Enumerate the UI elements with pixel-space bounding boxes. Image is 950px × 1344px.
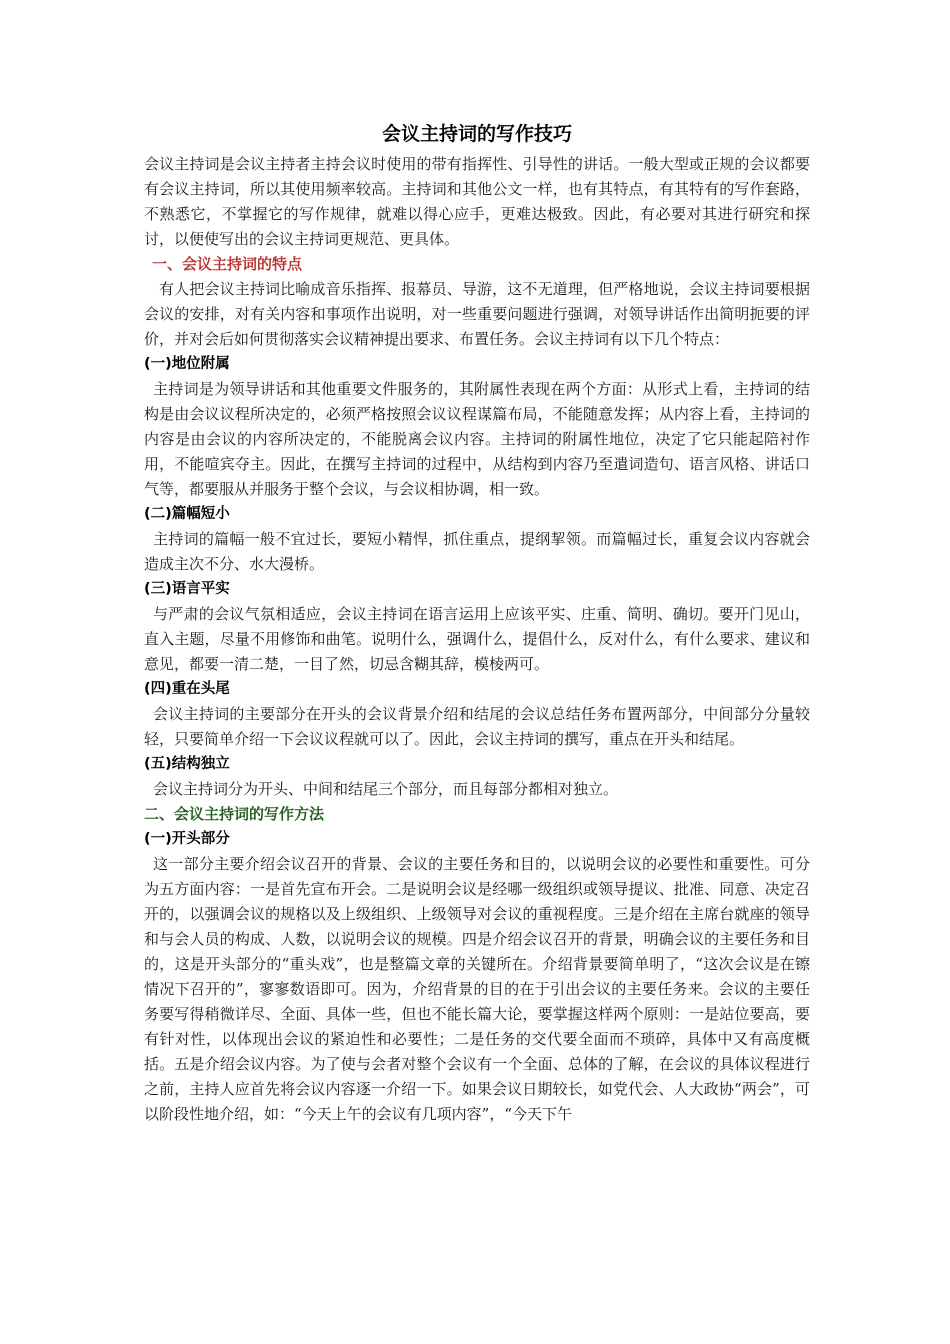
document-title: 会议主持词的写作技巧 <box>381 123 572 145</box>
body-paragraph: 主持词是为领导讲话和其他重要文件服务的，其附属性表现在两个方面：从形式上看，主持词的结构是由会议议程所决定的，必须严格按照会议议程谋篇布局，不能随意发挥；从内容上看，主持词的内容是由会议的内容所决定的，不能脱离会议内容。主持词的附属性地位，决定了它只能起陪衬作用，不能喧宾夺主。因此，在撰写主持词的过程中，从结构到内容乃至遣词造句、语言风格、讲话口气等，都要服从并服务于整个会议，与会议相协调，相一致。 <box>144 380 810 498</box>
body-paragraph: 这一部分主要介绍会议召开的背景、会议的主要任务和目的，以说明会议的必要性和重要性。可分为五方面内容：一是首先宣布开会。二是说明会议是经哪一级组织或领导提议、批准、同意、决定召开的，以强调会议的规格以及上级组织、上级领导对会议的重视程度。三是介绍在主席台就座的领导和与会人员的构成、人数，以说明会议的规模。四是介绍会议召开的背景，明确会议的主要任务和目的，这是开头部分的“重头戏”，也是整篇文章的关键所在。介绍背景要简单明了，“这次会议是在镲情况下召开的”，寥寥数语即可。因为，介绍背景的目的在于引出会议的主要任务来。会议的主要任务要写得稍微详尽、全面、具体一些，但也不能长篇大论，要掌握这样两个原则：一是站位要高，要有针对性，以体现出会议的紧迫性和必要性；二是任务的交代要全面而不琐碎，具体中又有高度概括。五是介绍会议内容。为了使与会者对整个会议有一个全面、总体的了解，在会议的具体议程进行之前，主持人应首先将会议内容逐一介绍一下。如果会议日期较长，如党代会、人大政协“两会”，可以阶段性地介绍，如：“今天上午的会议有几项内容”，“今天下午 <box>144 855 810 1123</box>
body-paragraph: 与严肃的会议气氛相适应，会议主持词在语言运用上应该平实、庄重、简明、确切。要开门见山，直入主题，尽量不用修饰和曲笔。说明什么，强调什么，提倡什么，反对什么，有什么要求、建议和意见，都要一清二楚，一目了然，切忌含糊其辞，模棱两可。 <box>144 605 810 673</box>
subheading-plain-language: (三)语言平实 <box>144 581 230 597</box>
subheading-opening-part: (一)开头部分 <box>144 831 230 847</box>
subheading-head-and-tail: (四)重在头尾 <box>144 681 230 697</box>
body-paragraph: 会议主持词分为开头、中间和结尾三个部分，而且每部分都相对独立。 <box>153 780 619 798</box>
subheading-short-length: (二)篇幅短小 <box>144 506 230 522</box>
section-heading-writing-methods: 二、会议主持词的写作方法 <box>144 805 325 823</box>
subheading-independent-structure: (五)结构独立 <box>144 756 230 772</box>
body-paragraph: 会议主持词的主要部分在开头的会议背景介绍和结尾的会议总结任务布置两部分，中间部分分量较轻，只要简单介绍一下会议议程就可以了。因此，会议主持词的撰写，重点在开头和结尾。 <box>144 705 810 748</box>
subheading-subordinate-status: (一)地位附属 <box>144 356 230 372</box>
body-paragraph: 主持词的篇幅一般不宜过长，要短小精悍，抓住重点，提纲挈领。而篇幅过长，重复会议内容就会造成主次不分、水大漫桥。 <box>144 530 810 573</box>
document-page <box>144 118 810 1127</box>
section-heading-features: 一、会议主持词的特点 <box>152 255 303 273</box>
section-intro-paragraph: 有人把会议主持词比喻成音乐指挥、报幕员、导游，这不无道理，但严格地说，会议主持词要根据会议的安排，对有关内容和事项作出说明，对一些重要问题进行强调，对领导讲话作出简明扼要的评价，并对会后如何贯彻落实会议精神提出要求、布置任务。会议主持词有以下几个特点： <box>144 280 810 348</box>
intro-paragraph: 会议主持词是会议主持者主持会议时使用的带有指挥性、引导性的讲话。一般大型或正规的会议都要有会议主持词，所以其使用频率较高。主持词和其他公文一样，也有其特点，有其特有的写作套路，不熟悉它，不掌握它的写作规律，就难以得心应手，更难达极致。因此，有必要对其进行研究和探讨，以便使写出的会议主持词更规范、更具体。 <box>144 155 810 248</box>
